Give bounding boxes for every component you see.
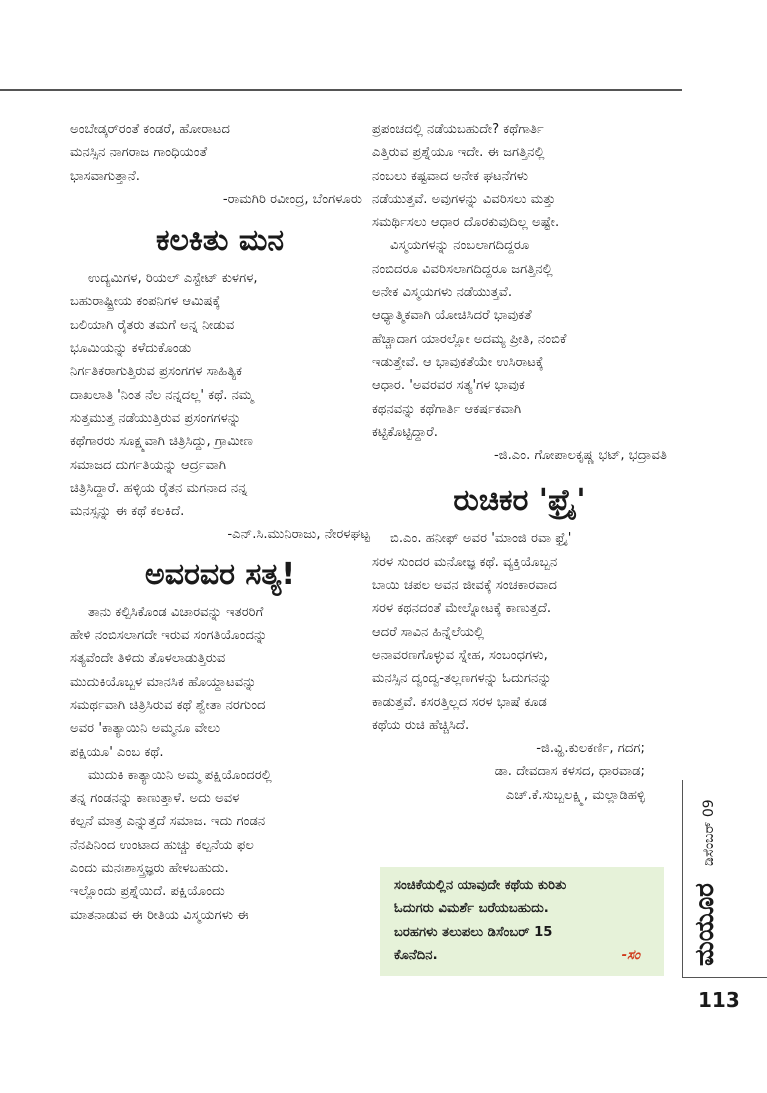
text-line: ಸಮರ್ಥವಾಗಿ ಚಿತ್ರಿಸಿರುವ ಕಥೆ ಶ್ವೇತಾ ನರಗುಂದ: [70, 697, 266, 713]
margin-rule-horizontal: [682, 977, 767, 978]
running-footer: [690, 799, 721, 966]
text-line: ನಡೆಯುತ್ತವೆ. ಅವುಗಳನ್ನು ವಿವರಿಸಲು ಮತ್ತು: [372, 191, 556, 207]
text-line: ತಾನು ಕಲ್ಪಿಸಿಕೊಂಡ ವಿಚಾರವನ್ನು ಇತರರಿಗೆ: [88, 604, 264, 620]
text-line: ನಂಬಲು ಕಷ್ಟವಾದ ಅನೇಕ ಘಟನೆಗಳು: [372, 168, 529, 184]
signature: ಎಚ್.ಕೆ.ಸುಬ್ಬಲಕ್ಷ್ಮಿ, ಮಲ್ಲಾಡಿಹಳ್ಳಿ: [505, 787, 645, 803]
paragraph: [372, 234, 667, 444]
magazine-name: ಮಯೂರ: [690, 883, 720, 966]
text-line: ಹೆಚ್ಚಾದಾಗ ಯಾರಲ್ಲೋ ಅದಮ್ಯ ಪ್ರೀತಿ, ನಂಬಿಕೆ: [372, 331, 567, 347]
paragraph: [70, 764, 370, 927]
editor-notice-box: [380, 867, 664, 976]
text-line: ನೆನಪಿನಿಂದ ಉಂಟಾದ ಹುಚ್ಚು ಕಲ್ಪನೆಯ ಫಲ: [70, 837, 254, 853]
paragraph: [70, 267, 370, 523]
text-line: ಸಮರ್ಥಿಸಲು ಆಧಾರ ದೊರಕುವುದಿಲ್ಲ ಅಷ್ಟೇ.: [372, 215, 560, 231]
text-line: ಬಲಿಯಾಗಿ ರೈತರು ತಮಗೆ ಅನ್ನ ನೀಡುವ: [70, 317, 235, 333]
signature: -ಜಿ.ಎಂ. ಗೋಪಾಲಕೃಷ್ಣ ಭಟ್, ಭದ್ರಾವತಿ: [493, 448, 667, 464]
text-line: ಕಥೆಗಾರರು ಸೂಕ್ಷ್ಮವಾಗಿ ಚಿತ್ರಿಸಿದ್ದು, ಗ್ರಾಮೀಣ: [70, 434, 253, 450]
text-line: ಅನೇಕ ವಿಸ್ಮಯಗಳು ನಡೆಯುತ್ತವೆ.: [372, 285, 513, 301]
intro-text: [70, 118, 370, 188]
text-line: ಉದ್ಯಮಿಗಳ, ರಿಯಲ್ ಎಸ್ಟೇಟ್ ಕುಳಗಳ,: [88, 271, 258, 287]
top-rule: [0, 89, 682, 91]
text-line: ಕಥನವನ್ನು ಕಥೆಗಾರ್ತಿ ಆಕರ್ಷಕವಾಗಿ: [372, 401, 522, 417]
editor-signature: -ಸಂ: [621, 947, 640, 963]
text-line: ಕಟ್ಟಿಕೊಟ್ಟಿದ್ದಾರೆ.: [372, 424, 439, 440]
signature: ಡಾ. ದೇವದಾಸ ಕಳಸದ, ಧಾರವಾಡ;: [494, 764, 645, 780]
text-line: ಅಂಬೇಡ್ಕರ್‌ರಂತೆ ಕಂಡರೆ, ಹೋರಾಟದ: [70, 122, 230, 137]
text-line: ಕಥೆಯ ರುಚಿ ಹೆಚ್ಚಿಸಿದೆ.: [372, 717, 470, 733]
text-line: ಮಾತನಾಡುವ ಈ ರೀತಿಯ ವಿಸ್ಮಯಗಳು ಈ: [70, 907, 249, 923]
right-column: [372, 118, 667, 807]
text-line: ಬಾಯಿ ಚಪಲ ಅವನ ಜೀವಕ್ಕೆ ಸಂಚಕಾರವಾದ: [372, 578, 557, 594]
section-heading: ಅವರವರ ಸತ್ಯ!: [144, 556, 296, 592]
text-line: ಮುದುಕಿಯೊಬ್ಬಳ ಮಾನಸಿಕ ಹೊಯ್ದಾಟವನ್ನು: [70, 674, 257, 690]
text-line: ಬಿ.ಎಂ. ಹನೀಫ್ ಅವರ 'ಮಾಂಜಿ ರವಾ ಫ್ರೈ': [390, 531, 572, 547]
text-line: ಸಮಾಜದ ದುರ್ಗತಿಯನ್ನು ಆರ್ದ್ರವಾಗಿ: [70, 457, 227, 473]
signature: -ರಾಮಗಿರಿ ರವೀಂದ್ರ, ಬೆಂಗಳೂರು: [222, 191, 362, 207]
text-line: ಭಾಸವಾಗುತ್ತಾನೆ.: [70, 168, 140, 184]
text-line: ಭೂಮಿಯನ್ನು ಕಳೆದುಕೊಂಡು: [70, 341, 192, 357]
text-line: ಹೇಳಿ ನಂಬಿಸಲಾಗದೇ ಇರುವ ಸಂಗತಿಯೊಂದನ್ನು: [70, 628, 268, 644]
paragraph: [372, 118, 667, 234]
left-column: [70, 118, 370, 927]
notice-last-line: [394, 944, 650, 967]
notice-line: ಕೊನೆದಿನ.: [394, 947, 438, 963]
text-line: ಎತ್ತಿರುವ ಪ್ರಶ್ನೆಯೂ ಇದೇ. ಈ ಜಗತ್ತಿನಲ್ಲಿ: [372, 145, 545, 161]
text-line: ಅನಾವರಣಗೊಳ್ಳುವ ಸ್ನೇಹ, ಸಂಬಂಧಗಳು,: [372, 647, 548, 663]
text-line: ಆಧಾರ. 'ಅವರವರ ಸತ್ಯ'ಗಳ ಭಾವುಕ: [372, 378, 525, 394]
text-line: ವಿಸ್ಮಯಗಳನ್ನು ನಂಬಲಾಗದಿದ್ದರೂ: [390, 238, 530, 254]
text-line: ಆದರೆ ಸಾವಿನ ಹಿನ್ನೆಲೆಯಲ್ಲಿ: [372, 624, 485, 640]
text-line: ಕಲ್ಪನೆ ಮಾತ್ರ ಎನ್ನುತ್ತದೆ ಸಮಾಜ. ಇದು ಗಂಡನ: [70, 814, 266, 830]
text-line: ಇಡುತ್ತೇವೆ. ಆ ಭಾವುಕತೆಯೇ ಉಸಿರಾಟಕ್ಕೆ: [372, 354, 544, 370]
text-line: ಇಲ್ಲೊಂದು ಪ್ರಶ್ನೆಯಿದೆ. ಪಕ್ಷಿಯೊಂದು: [70, 884, 225, 900]
issue-date: ಡಿಸೆಂಬರ್ 09: [701, 799, 717, 866]
text-line: ಸರಳ ಸುಂದರ ಮನೋಜ್ಞ ಕಥೆ. ವ್ಯಕ್ತಿಯೊಬ್ಬನ: [372, 554, 558, 570]
text-line: ಆಧ್ಯಾತ್ಮಿಕವಾಗಿ ಯೋಚಿಸಿದರೆ ಭಾವುಕತೆ: [372, 308, 532, 324]
text-line: ಚಿತ್ರಿಸಿದ್ದಾರೆ. ಹಳ್ಳಿಯ ರೈತನ ಮಗನಾದ ನನ್ನ: [70, 480, 248, 496]
text-line: ಅವರ 'ಕಾತ್ಯಾಯಿನಿ ಅಮ್ಮನೂ ವೇಲು: [70, 721, 221, 737]
margin-rule-vertical: [682, 780, 683, 978]
text-line: ಬಹುರಾಷ್ಟ್ರೀಯ ಕಂಪನಿಗಳ ಆಮಿಷಕ್ಕೆ: [70, 294, 221, 310]
signature-block: [372, 737, 667, 807]
signature: -ಎನ್.ಸಿ.ಮುನಿರಾಜು, ನೇರಳಘಟ್ಟ: [227, 527, 370, 543]
notice-line: ಓದುಗರು ವಿಮರ್ಶೆ ಬರೆಯಬಹುದು.: [394, 901, 549, 917]
text-line: ತನ್ನ ಗಂಡನನ್ನು ಕಾಣುತ್ತಾಳೆ. ಅದು ಅವಳ: [70, 791, 240, 807]
text-line: ನಂಬಿದರೂ ವಿವರಿಸಲಾಗದಿದ್ದರೂ ಜಗತ್ತಿನಲ್ಲಿ: [372, 261, 553, 277]
text-line: ಸುತ್ತಮುತ್ತ ನಡೆಯುತ್ತಿರುವ ಪ್ರಸಂಗಗಳನ್ನು: [70, 410, 242, 426]
text-line: ಮನಸ್ಸನ್ನು ಈ ಕಥೆ ಕಲಕಿದೆ.: [70, 504, 185, 520]
section-heading: ಕಲಕಿತು ಮನ: [155, 223, 285, 259]
text-line: ಎಂದು ಮನಃಶಾಸ್ತ್ರಜ್ಞರು ಹೇಳಬಹುದು.: [70, 861, 229, 877]
text-line: ಸರಳ ಕಥನದಂತೆ ಮೇಲ್ನೋಟಕ್ಕೆ ಕಾಣುತ್ತದೆ.: [372, 601, 552, 617]
text-line: ಮನಸ್ಸಿನ ದ್ವಂದ್ವ-ತಲ್ಲಣಗಳನ್ನು ಓದುಗನನ್ನು: [372, 671, 552, 687]
text-line: ಮನಸ್ಸಿನ ನಾಗರಾಜ ಗಾಂಧಿಯಂತೆ: [70, 145, 208, 161]
section-heading: ರುಚಿಕರ 'ಫ್ರೈ': [453, 483, 586, 519]
page-number: 113: [698, 988, 740, 1012]
text-line: ಪಕ್ಷಿಯೂ' ಎಂಬ ಕಥೆ.: [70, 744, 164, 760]
text-line: ಮುದುಕಿ ಕಾತ್ಯಾಯಿನಿ ಅಮ್ಮ ಪಕ್ಷಿಯೊಂದರಲ್ಲಿ: [88, 767, 272, 783]
text-line: ಪ್ರಪಂಚದಲ್ಲಿ ನಡೆಯಬಹುದೇ? ಕಥೆಗಾರ್ತಿ: [372, 122, 544, 137]
notice-line: ಸಂಚಿಕೆಯಲ್ಲಿನ ಯಾವುದೇ ಕಥೆಯ ಕುರಿತು: [394, 878, 567, 893]
notice-line: ಬರಹಗಳು ತಲುಪಲು ಡಿಸೆಂಬರ್ 15: [394, 924, 553, 940]
signature: -ಜಿ.ವ್ಹಿ.ಕುಲಕರ್ಣಿ, ಗದಗ;: [536, 741, 645, 757]
text-line: ದಾಖಲಾತಿ 'ನಿಂತ ನೆಲ ನನ್ನದಲ್ಲ' ಕಥೆ. ನಮ್ಮ: [70, 387, 254, 403]
paragraph: [70, 601, 370, 764]
text-line: ಸತ್ಯವೆಂದೇ ತಿಳಿದು ತೊಳಲಾಡುತ್ತಿರುವ: [70, 651, 226, 667]
paragraph: [372, 527, 667, 737]
text-line: ನಿರ್ಗತಿಕರಾಗುತ್ತಿರುವ ಪ್ರಸಂಗಗಳ ಸಾಹಿತ್ಯಿಕ: [70, 364, 243, 380]
text-line: ಕಾಡುತ್ತವೆ. ಕಸರತ್ತಿಲ್ಲದ ಸರಳ ಭಾಷೆ ಕೂಡ: [372, 694, 547, 710]
